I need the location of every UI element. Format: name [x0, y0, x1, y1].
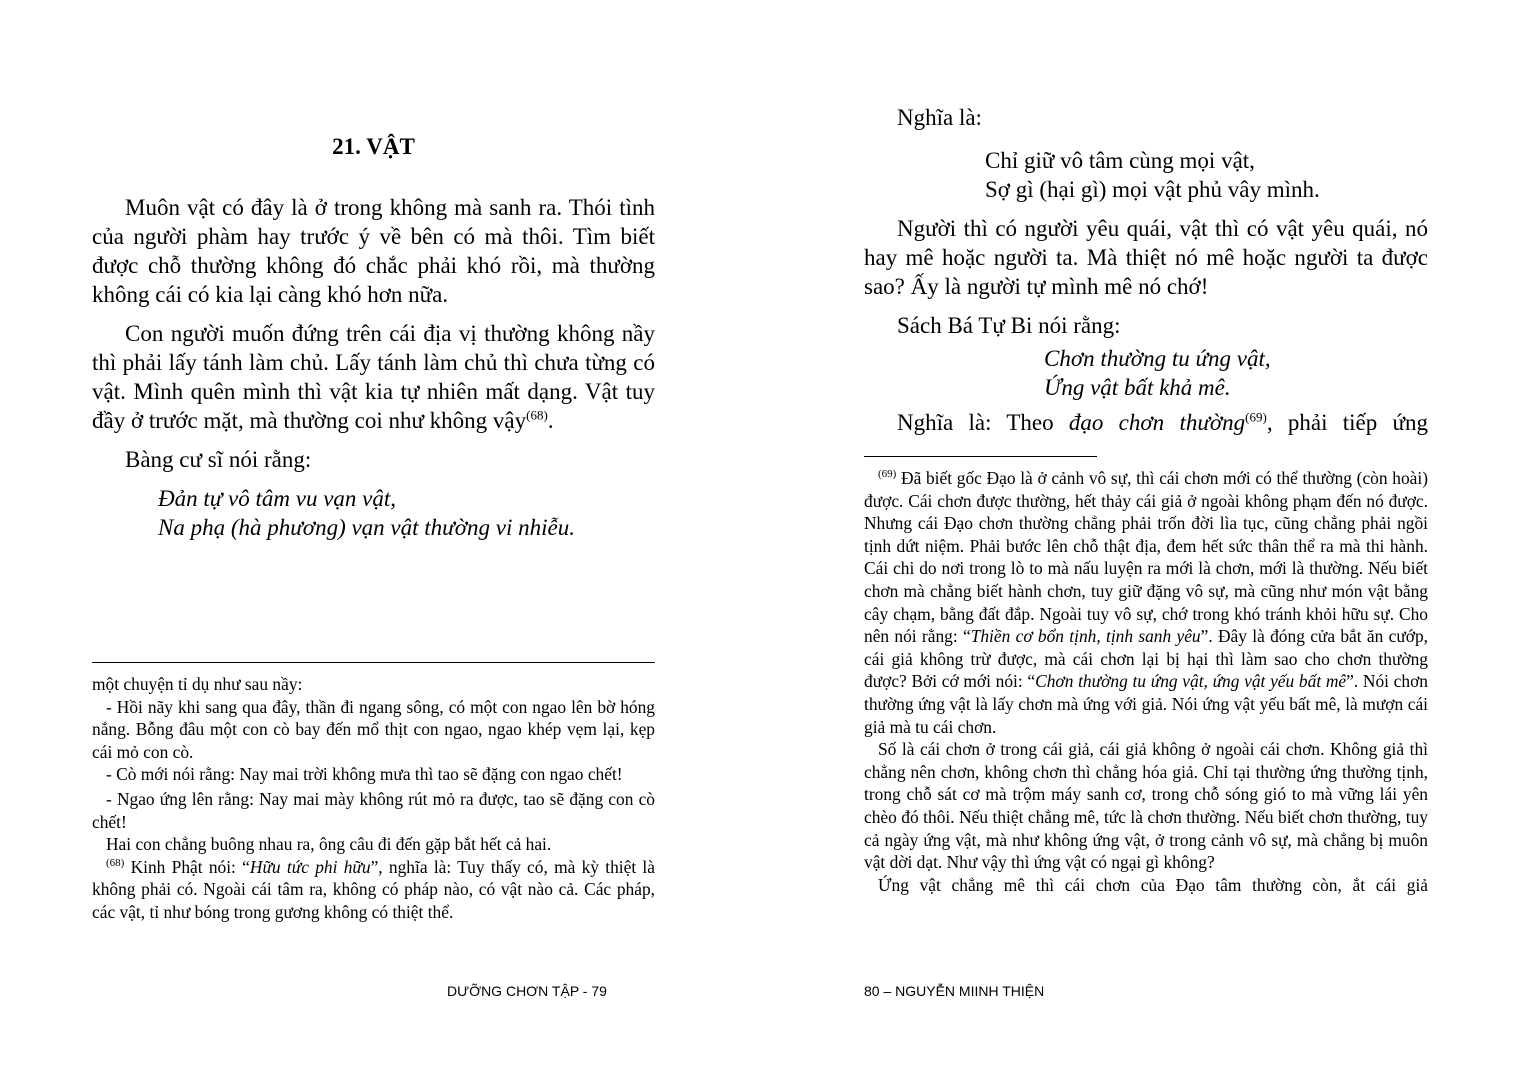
footnote-italic: Hữu tức phi hữu	[249, 856, 371, 877]
verse-line: Ứng vật bất khả mê.	[1044, 375, 1231, 400]
left-page	[92, 0, 655, 1076]
right-body	[864, 103, 1428, 447]
left-body	[92, 193, 655, 550]
page-footer: DƯỠNG CHƠN TẬP - 79	[447, 983, 607, 999]
footnote-separator	[864, 456, 1097, 457]
paragraph	[92, 319, 655, 435]
chapter-title: 21. VẬT	[332, 134, 415, 159]
paragraph: Người thì có người yêu quái, vật thì có vật yêu quái, nó hay mê hoặc người ta. Mà thiệt nó mê hoặc người ta được sao? Ấy là người tự mình mê nó chớ!	[864, 216, 1428, 299]
paragraph: Sách Bá Tự Bi nói rằng:	[897, 313, 1121, 338]
paragraph	[864, 408, 1428, 437]
footnote-ref: (69)	[1245, 409, 1267, 425]
footnote-ref: (68)	[526, 407, 548, 423]
footnote-line: Ứng vật chẳng mê thì cái chơn của Đạo tâm thường còn, ắt cái giả	[878, 874, 1428, 895]
verse-line: Na phạ (hà phương) vạn vật thường vi nhiễu.	[158, 515, 575, 540]
paragraph: Bàng cư sĩ nói rằng:	[125, 447, 312, 472]
verse-block	[92, 484, 655, 542]
footnote-69	[864, 467, 1428, 738]
verse-line: Chỉ giữ vô tâm cùng mọi vật,	[985, 148, 1255, 173]
footnote-text: ”. Nói chơn thường ứng vật là lấy chơn mà ứng với giả. Nói ứng vật yếu bất mê, là mượn cái giả mà tu cái chơn.	[864, 671, 1428, 737]
right-page	[864, 0, 1428, 1076]
footnote-line: - Hồi nãy khi sang qua đây, thần đi ngang sông, có một con ngao lên bờ hóng nắng. Bỗng đâu một con cò bay đến mổ thịt con ngao, ngao khép vẹm lại, kẹp cái mỏ con cò.	[92, 696, 655, 762]
footnote-text: ”. Đây là đóng cửa bắt ăn cướp, cái giả không trừ được, mà cái chơn lại bị hại thì làm sao cho chơn thường được? Bởi cớ mới nói: “	[864, 626, 1428, 692]
footnote-separator	[92, 662, 655, 663]
verse-line: Chơn thường tu ứng vật,	[1044, 346, 1271, 371]
footnote-text: Kinh Phật nói: “	[124, 856, 250, 877]
footnote-68	[92, 856, 655, 924]
footnote-mark: (68)	[106, 856, 125, 869]
footnote-line: một chuyện tỉ dụ như sau nầy:	[92, 674, 303, 694]
footnote-italic: Chơn thường tu ứng vật, ứng vật yếu bất mê	[1035, 671, 1347, 692]
verse-block	[864, 146, 1428, 204]
left-footnotes	[92, 673, 655, 924]
page-footer: 80 – NGUYỄN MIINH THIỆN	[864, 983, 1045, 999]
paragraph-text: Nghĩa là: Theo	[897, 410, 1069, 435]
footnote-mark: (69)	[878, 468, 897, 481]
footnote-line: Số là cái chơn ở trong cái giả, cái giả không ở ngoài cái chơn. Không giả thì chẳng nên chơn, không chơn thì chẳng hóa giả. Chỉ tại thường ứng thường tịnh, trong chỗ sát cơ mà trộm máy sanh cơ, trong chỗ sóng gió to mà vững lái yên chèo đó thôi. Nếu thiệt chẳng mê, tức là chơn thường. Nếu biết chơn thường, tuy cả ngày ứng vật, mà như không ứng vật, ở trong cảnh vô sự, mà chẳng bị muôn vật dời dạt. Như vậy thì ứng vật có ngại gì không?	[864, 739, 1428, 873]
footnote-text: Đã biết gốc Đạo là ở cảnh vô sự, thì cái chơn mới có thể thường (còn hoài) được. Cái chơn được thường, hết thảy cái giả ở ngoài không phạm đến nó được. Nhưng cái Đạo chơn thường chẳng phải trốn đời lìa tục, cũng chẳng phải ngồi tịnh dứt niệm. Phải bước lên chỗ thật địa, đem hết sức thân thể ra mà thi hành. Cái chi do nơi trong lò to mà nấu luyện ra mới là chơn, mới là thường. Nếu biết chơn mà chẳng biết hành chơn, tuy giữ đặng vô sự, mà cũng như món vật bằng cây chạm, bằng đất đắp. Ngoài tuy vô sự, chớ trong khó tránh khỏi hữu sự. Cho nên nói rằng: “	[864, 468, 1428, 647]
footnote-line: - Cò mới nói rằng: Nay mai trời không mưa thì tao sẽ đặng con ngao chết!	[106, 764, 623, 785]
verse-line: Sợ gì (hại gì) mọi vật phủ vây mình.	[985, 177, 1320, 202]
paragraph-text: , phải tiếp ứng	[1266, 410, 1428, 435]
footnote-text: ”, nghĩa là: Tuy thấy có, mà kỳ thiệt là không phải có. Ngoài cái tâm ra, không có pháp nào, có vật nào cả. Các pháp, các vật, tỉ như bóng trong gương không có thiệt thể.	[92, 856, 655, 922]
verse-line: Đản tự vô tâm vu vạn vật,	[158, 486, 397, 511]
paragraph-text: Con người muốn đứng trên cái địa vị thường không nầy thì phải lấy tánh làm chủ. Lấy tánh làm chủ thì chưa từng có vật. Mình quên mình thì vật kia tự nhiên mất dạng. Vật tuy đầy ở trước mặt, mà thường coi như không vậy	[92, 321, 655, 433]
footnote-line: Hai con chẳng buông nhau ra, ông câu đi đến gặp bắt hết cả hai.	[106, 834, 552, 855]
right-footnotes	[864, 467, 1428, 896]
paragraph: Muôn vật có đây là ở trong không mà sanh ra. Thói tình của người phàm hay trước ý về bên có mà thôi. Tìm biết được chỗ thường không đó chắc phải khó rồi, mà thường không cái có kia lại càng khó hơn nữa.	[92, 195, 655, 307]
paragraph: Nghĩa là:	[897, 105, 982, 130]
paragraph-italic: đạo chơn thường	[1068, 410, 1246, 435]
paragraph-end: .	[547, 408, 554, 433]
footnote-italic: Thiền cơ bổn tịnh, tịnh sanh yêu	[970, 626, 1201, 647]
footnote-line: - Ngao ứng lên rằng: Nay mai mày không rút mỏ ra được, tao sẽ đặng con cò chết!	[92, 788, 655, 832]
verse-block	[864, 344, 1428, 402]
